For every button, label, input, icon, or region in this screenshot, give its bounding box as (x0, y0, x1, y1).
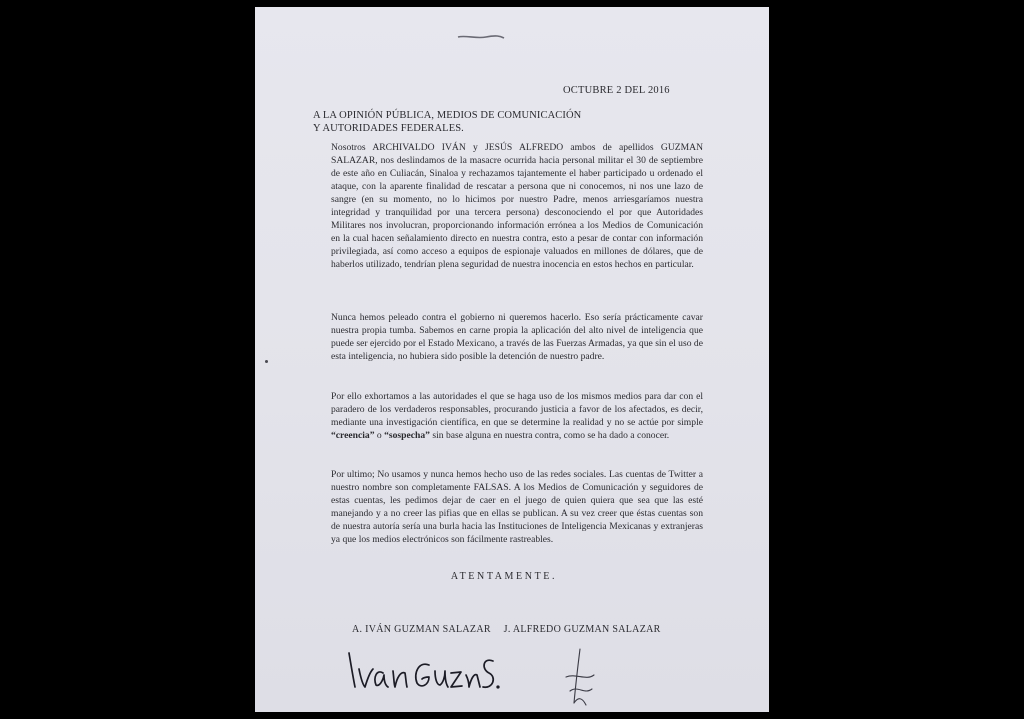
document-page (255, 7, 769, 712)
signatories (352, 624, 661, 635)
closing: ATENTAMENTE. (450, 571, 558, 582)
handwritten-signature-ivan (343, 647, 503, 695)
document-addressee (313, 109, 581, 135)
word-sospecha: “sospecha” (384, 430, 430, 441)
handwritten-signature-alfredo (560, 647, 600, 709)
paragraph-1: Nosotros ARCHIVALDO IVÁN y JESÚS ALFREDO ambos de apellidos GUZMAN SALAZAR, nos deslindamos de la masacre ocurrida hacia personal militar el 30 de septiembre de este año en Culiacán, Sinaloa y rechazamos tajantemente el haber participado u ordenado el ataque, con la aparente finalidad de rescatar a persona que ni conocemos, ni nos une lazo de sangre (en su momento, no lo hicimos por nuestro Padre, menos arriesgaríamos nuestra integridad y tranquilidad por una tercera persona) desconociendo el por que Autoridades Militares nos involucran, proporcionando información errónea a los Medios de Comunicación en la cual hacen señalamiento directo en nuestra contra, esto a pesar de contar con información privilegiada, así como acceso a equipos de espionaje valuados en millones de dólares, que de haberlos utilizado, tendrían plena seguridad de nuestra inocencia en estos hechos en particular. (331, 142, 703, 270)
signatory-ivan: A. IVÁN GUZMAN SALAZAR (352, 624, 491, 635)
surname: GUZMAN SALAZAR (331, 142, 703, 166)
paragraph-2: Nunca hemos peleado contra el gobierno ni queremos hacerlo. Eso sería prácticamente cavar nuestra propia tumba. Sabemos en carne propia la aplicación del alto nivel de inteligencia que puede ser ejercido por el Estado Mexicano, a través de las Fuerzas Armadas, ya que sin el uso de esta inteligencia, no hubiera sido posible la detención de nuestro padre. (331, 312, 703, 362)
addressee-line: A LA OPINIÓN PÚBLICA, MEDIOS DE COMUNICACIÓN (313, 110, 582, 121)
name-archivaldo: ARCHIVALDO IVÁN (372, 142, 466, 153)
signatory-alfredo: J. ALFREDO GUZMAN SALAZAR (503, 624, 661, 635)
word-creencia: “creencia” (331, 430, 375, 441)
name-jesus: JESÚS ALFREDO (485, 142, 564, 153)
addressee-line: Y AUTORIDADES FEDERALES. (313, 123, 464, 134)
scribble-mark (456, 34, 506, 40)
paragraph-4: Por ultimo; No usamos y nunca hemos hecho uso de las redes sociales. Las cuentas de Twitter a nuestro nombre son completamente FALSAS. A los Medios de Comunicación y seguidores de estas cuentas, les pedimos dejar de caer en el juego de quien quiera que sea que las esté manejando y a no creer las pifias que en ellas se publican. A su vez creer que éstas cuentas son de nuestra autoría sería una burla hacia las Instituciones de Inteligencia Mexicanas y extranjeras ya que los medios electrónicos son fácilmente rastreables. (331, 469, 703, 545)
paragraph-3: Por ello exhortamos a las autoridades el que se haga uso de los mismos medios para dar con el paradero de los verdaderos responsables, procurando justicia a favor de los afectados, es decir, mediante una investigación científica, en que se determine la realidad y no se actúe por simple “creencia” o “sospecha” sin base alguna en nuestra contra, como se ha dado a conocer. (331, 391, 703, 441)
margin-dot (265, 360, 268, 363)
document-date: OCTUBRE 2 DEL 2016 (563, 85, 670, 96)
